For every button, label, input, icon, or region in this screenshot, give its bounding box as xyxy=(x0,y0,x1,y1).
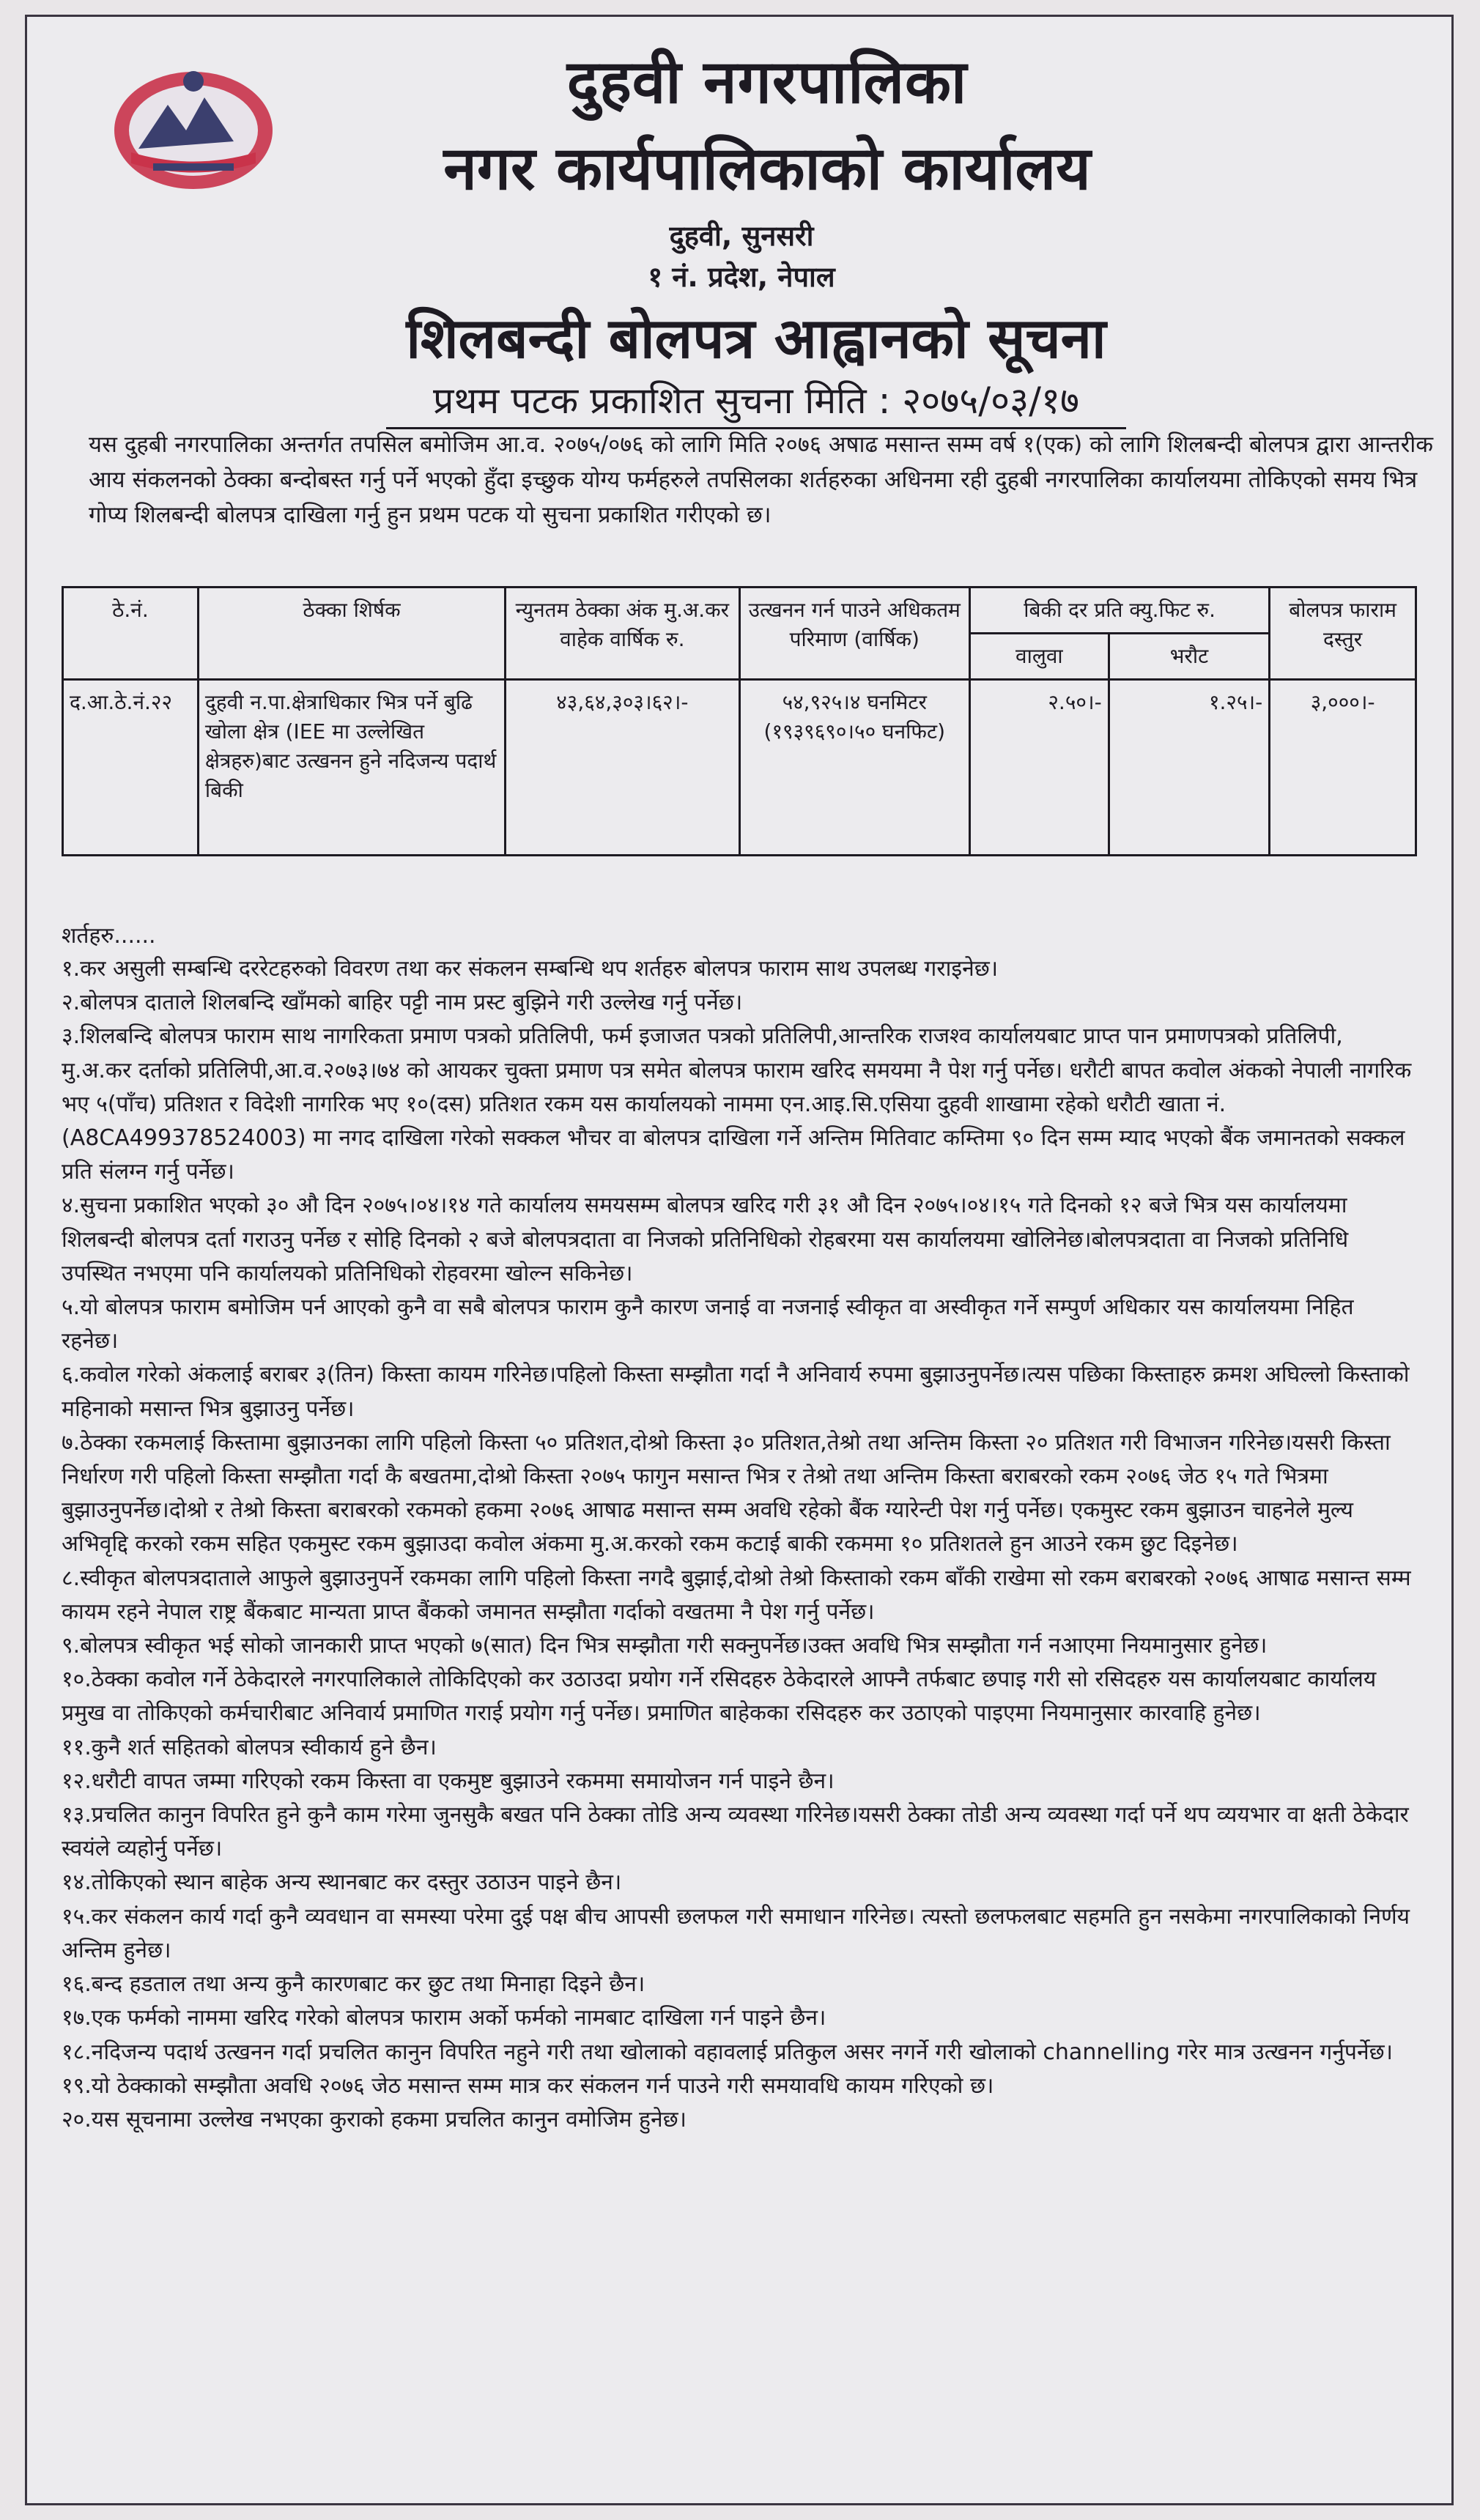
condition-item: १३.प्रचलित कानुन विपरित हुने कुनै काम गरेमा जुनसुकै बखत पनि ठेक्का तोडि अन्य व्यवस्था गरिनेछ।यसरी ठेक्का तोडी अन्य व्यवस्था गर्दा पर्ने थप व्ययभार वा क्षती ठेकेदार स्वयंले व्यहोर्नु पर्नेछ। xyxy=(62,1802,1409,1862)
cell-contract-title: दुहवी न.पा.क्षेत्राधिकार भित्र पर्ने बुढि खोला क्षेत्र (IEE मा उल्लेखित क्षेत्रहरु)बाट उत्खनन हुने नदिजन्य पदार्थ बिकी xyxy=(198,680,505,856)
header-rate-gravel: भरौट xyxy=(1109,634,1270,680)
office-name: नगर कार्यपालिकाको कार्यालय xyxy=(443,134,1091,204)
publish-date: प्रथम पटक प्रकाशित सुचना मिति : २०७५/०३/१७ xyxy=(386,374,1126,429)
condition-item: ४.सुचना प्रकाशित भएको ३० औ दिन २०७५।०४।१४ गते कार्यालय समयसम्म बोलपत्र खरिद गरी ३१ औ दिन २०७५।०४।१५ गते दिनको १२ बजे भित्र यस कार्यालयमा शिलबन्दी बोलपत्र दर्ता गराउनु पर्नेछ र सोहि दिनको २ बजे बोलपत्रदाता वा निजको प्रतिनिधिको रोहबरमा यस कार्यालयमा खोलिनेछ।बोलपत्रदाता वा निजको प्रतिनिधि उपस्थित नभएमा पनि कार्यालयको प्रतिनिधिको रोहवरमा खोल्न सकिनेछ। xyxy=(62,1193,1349,1286)
cell-rate-gravel: १.२५।- xyxy=(1109,680,1270,856)
notice-title: शिलबन्दी बोलपत्र आह्वानको सूचना xyxy=(406,305,1106,371)
condition-item: १९.यो ठेक्काको सम्झौता अवधि २०७६ जेठ मसान्त सम्म मात्र कर संकलन गर्न पाउने गरी समयावधि कायम गरिएको छ। xyxy=(62,2072,994,2099)
condition-item: ३.शिलबन्दि बोलपत्र फाराम साथ नागरिकता प्रमाण पत्रको प्रतिलिपी, फर्म इजाजत पत्रको प्रतिलिपी,आन्तरिक राजश्व कार्यालयबाट प्राप्त पान प्रमाणपत्रको प्रतिलिपी, मु.अ.कर दर्ताको प्रतिलिपी,आ.व.२०७३।७४ को आयकर चुक्ता प्रमाण पत्र समेत बोलपत्र फाराम खरिद समयमा नै पेश गर्नु पर्नेछ। धरौटी बापत कवोल अंकको नेपाली नागरिक भए ५(पाँच) प्रतिशत र विदेशी नागरिक भए १०(दस) प्रतिशत रकम यस कार्यालयको नाममा एन.आइ.सि.एसिया दुहवी शाखामा रहेको धरौटी खाता नं.(A8CA499378524003) मा नगद दाखिला गरेको सक्कल भौचर वा बोलपत्र दाखिला गर्ने अन्तिम मितिवाट कम्तिमा ९० दिन सम्म म्याद भएको बैंक जमानतको सक्कल प्रति संलग्न गर्नु पर्नेछ। xyxy=(62,1023,1412,1185)
header-contract-title: ठेक्का शिर्षक xyxy=(198,588,505,680)
cell-contract-no: द.आ.ठे.नं.२२ xyxy=(63,680,199,856)
cell-rate-sand: २.५०।- xyxy=(970,680,1109,856)
conditions-list xyxy=(62,952,1417,2137)
condition-item: १७.एक फर्मको नाममा खरिद गरेको बोलपत्र फाराम अर्को फर्मको नामबाट दाखिला गर्न पाइने छैन। xyxy=(62,2005,826,2031)
address-line2: १ नं. प्रदेश, नेपाल xyxy=(648,261,835,293)
condition-item: १४.तोकिएको स्थान बाहेक अन्य स्थानबाट कर दस्तुर उठाउन पाइने छैन। xyxy=(62,1869,622,1896)
header-form-fee: बोलपत्र फाराम दस्तुर xyxy=(1270,588,1416,680)
condition-item: ७.ठेक्का रकमलाई किस्तामा बुझाउनका लागि पहिलो किस्ता ५० प्रतिशत,दोश्रो किस्ता ३० प्रतिशत,तेश्रो तथा अन्तिम किस्ता २० प्रतिशत गरी विभाजन गरिनेछ।यसरी किस्ता निर्धारण गरी पहिलो किस्ता सम्झौता गर्दा कै बखतमा,दोश्रो किस्ता २०७५ फागुन मसान्त भित्र र तेश्रो तथा अन्तिम किस्ता बराबरको रकम २०७६ जेठ १५ गते भित्रमा बुझाउनुपर्नेछ।दोश्रो र तेश्रो किस्ता बराबरको रकमको हकमा २०७६ आषाढ मसान्त सम्म अवधि रहेको बैंक ग्यारेन्टी पेश गर्नु पर्नेछ। एकमुस्ट रकम बुझाउन चाहनेले मुल्य अभिवृद्दि करको रकम सहित एकमुस्ट रकम बुझाउदा कवोल अंकमा मु.अ.करको रकम कटाई बाकी रकममा १० प्रतिशतले हुन आउने रकम छुट दिइनेछ। xyxy=(62,1429,1391,1557)
condition-item: १.कर असुली सम्बन्धि दररेटहरुको विवरण तथा कर संकलन सम्बन्धि थप शर्तहरु बोलपत्र फाराम साथ उपलब्ध गराइनेछ। xyxy=(62,956,999,982)
condition-item: १२.धरौटी वापत जम्मा गरिएको रकम किस्ता वा एकमुष्ट बुझाउने रकममा समायोजन गर्न पाइने छैन। xyxy=(62,1768,835,1794)
condition-item: ११.कुनै शर्त सहितको बोलपत्र स्वीकार्य हुने छैन। xyxy=(62,1734,437,1760)
nepal-emblem-icon xyxy=(109,61,278,193)
bid-table xyxy=(62,586,1417,856)
condition-item: ९.बोलपत्र स्वीकृत भई सोको जानकारी प्राप्त भएको ७(सात) दिन भित्र सम्झौता गरी सक्नुपर्नेछ।उक्त अवधि भित्र सम्झौता गर्न नआएमा नियमानुसार हुनेछ। xyxy=(62,1633,1268,1659)
cell-form-fee: ३,०००।- xyxy=(1270,680,1416,856)
header-rate-group: बिकी दर प्रति क्यु.फिट रु. xyxy=(970,588,1270,634)
header-rate-sand: वालुवा xyxy=(970,634,1109,680)
condition-item: २०.यस सूचनामा उल्लेख नभएका कुराको हकमा प्रचलित कानुन वमोजिम हुनेछ। xyxy=(62,2106,687,2132)
cell-min-amount: ४३,६४,३०३।६२।- xyxy=(506,680,739,856)
address-line1: दुहवी, सुनसरी xyxy=(669,220,814,252)
condition-item: १५.कर संकलन कार्य गर्दा कुनै व्यवधान वा समस्या परेमा दुई पक्ष बीच आपसी छलफल गरी समाधान गरिनेछ। त्यस्तो छलफलबाट सहमति हुन नसकेमा नगरपालिकाको निर्णय अन्तिम हुनेछ। xyxy=(62,1903,1410,1963)
condition-item: ८.स्वीकृत बोलपत्रदाताले आफुले बुझाउनुपर्ने रकमका लागि पहिलो किस्ता नगदै बुझाई,दोश्रो तेश्रो किस्ताको रकम बाँकी राखेमा सो रकम बराबरको २०७६ आषाढ मसान्त सम्म कायम रहने नेपाल राष्ट्र बैंकबाट मान्यता प्राप्त बैंकको जमानत सम्झौता गर्दाको वखतमा नै पेश गर्नु पर्नेछ। xyxy=(62,1565,1411,1625)
condition-item: १६.बन्द हडताल तथा अन्य कुनै कारणबाट कर छुट तथा मिनाहा दिइने छैन। xyxy=(62,1971,645,1998)
header-contract-no: ठे.नं. xyxy=(63,588,199,680)
condition-item: १८.नदिजन्य पदार्थ उत्खनन गर्दा प्रचलित कानुन विपरित नहुने गरी तथा खोलाको वहावलाई प्रतिकुल असर नगर्ने गरी खोलाको channelling गरेर मात्र उत्खनन गर्नुपर्नेछ। xyxy=(62,2039,1394,2065)
intro-paragraph: यस दुहबी नगरपालिका अन्तर्गत तपसिल बमोजिम आ.व. २०७५/०७६ को लागि मिति २०७६ अषाढ मसान्त सम्म वर्ष १(एक) को लागि शिलबन्दी बोलपत्र द्वारा आन्तरीक आय संकलनको ठेक्का बन्दोबस्त गर्नु पर्ने भएको हुँदा इच्छुक योग्य फर्महरुले तपसिलका शर्तहरुका अधिनमा रही दुहबी नगरपालिका कार्यालयमा तोकिएको समय भित्र गोप्य शिलबन्दी बोलपत्र दाखिला गर्नु हुन प्रथम पटक यो सुचना प्रकाशित गरीएको छ। xyxy=(89,431,1434,528)
cell-max-quantity: ५४,९२५।४ घनमिटर (१९३९६९०।५० घनफिट) xyxy=(739,680,969,856)
header-min-amount: न्युनतम ठेक्का अंक मु.अ.कर वाहेक वार्षिक रु. xyxy=(506,588,739,680)
condition-item: ५.यो बोलपत्र फाराम बमोजिम पर्न आएको कुनै वा सबै बोलपत्र फाराम कुनै कारण जनाई वा नजनाई स्वीकृत वा अस्वीकृत गर्ने सम्पुर्ण अधिकार यस कार्यालयमा निहित रहनेछ। xyxy=(62,1294,1354,1354)
conditions-heading: शर्तहरु...... xyxy=(62,923,156,949)
municipality-name: दुहवी नगरपालिका xyxy=(566,48,968,117)
table-header-row xyxy=(63,588,1416,634)
header-max-quantity: उत्खनन गर्न पाउने अधिकतम परिमाण (वार्षिक) xyxy=(739,588,969,680)
condition-item: २.बोलपत्र दाताले शिलबन्दि खाँमको बाहिर पट्टी नाम प्रस्ट बुझिने गरी उल्लेख गर्नु पर्नेछ। xyxy=(62,990,743,1016)
table-row xyxy=(63,680,1416,856)
condition-item: १०.ठेक्का कवोल गर्ने ठेकेदारले नगरपालिकाले तोकिदिएको कर उठाउदा प्रयोग गर्ने रसिदहरु ठेकेदारले आफ्नै तर्फबाट छपाइ गरी सो रसिदहरु यस कार्यालयबाट कार्यालय प्रमुख वा तोकिएको कर्मचारीबाट अनिवार्य प्रमाणित गराई प्रयोग गर्नु पर्नेछ। प्रमाणित बाहेकका रसिदहरु कर उठाएको पाइएमा नियमानुसार कारवाहि हुनेछ। xyxy=(62,1667,1377,1727)
condition-item: ६.कवोल गरेको अंकलाई बराबर ३(तिन) किस्ता कायम गरिनेछ।पहिलो किस्ता सम्झौता गर्दा नै अनिवार्य रुपमा बुझाउनुपर्नेछ।त्यस पछिका किस्ताहरु क्रमश अघिल्लो किस्ताको महिनाको मसान्त भित्र बुझाउनु पर्नेछ। xyxy=(62,1362,1410,1422)
